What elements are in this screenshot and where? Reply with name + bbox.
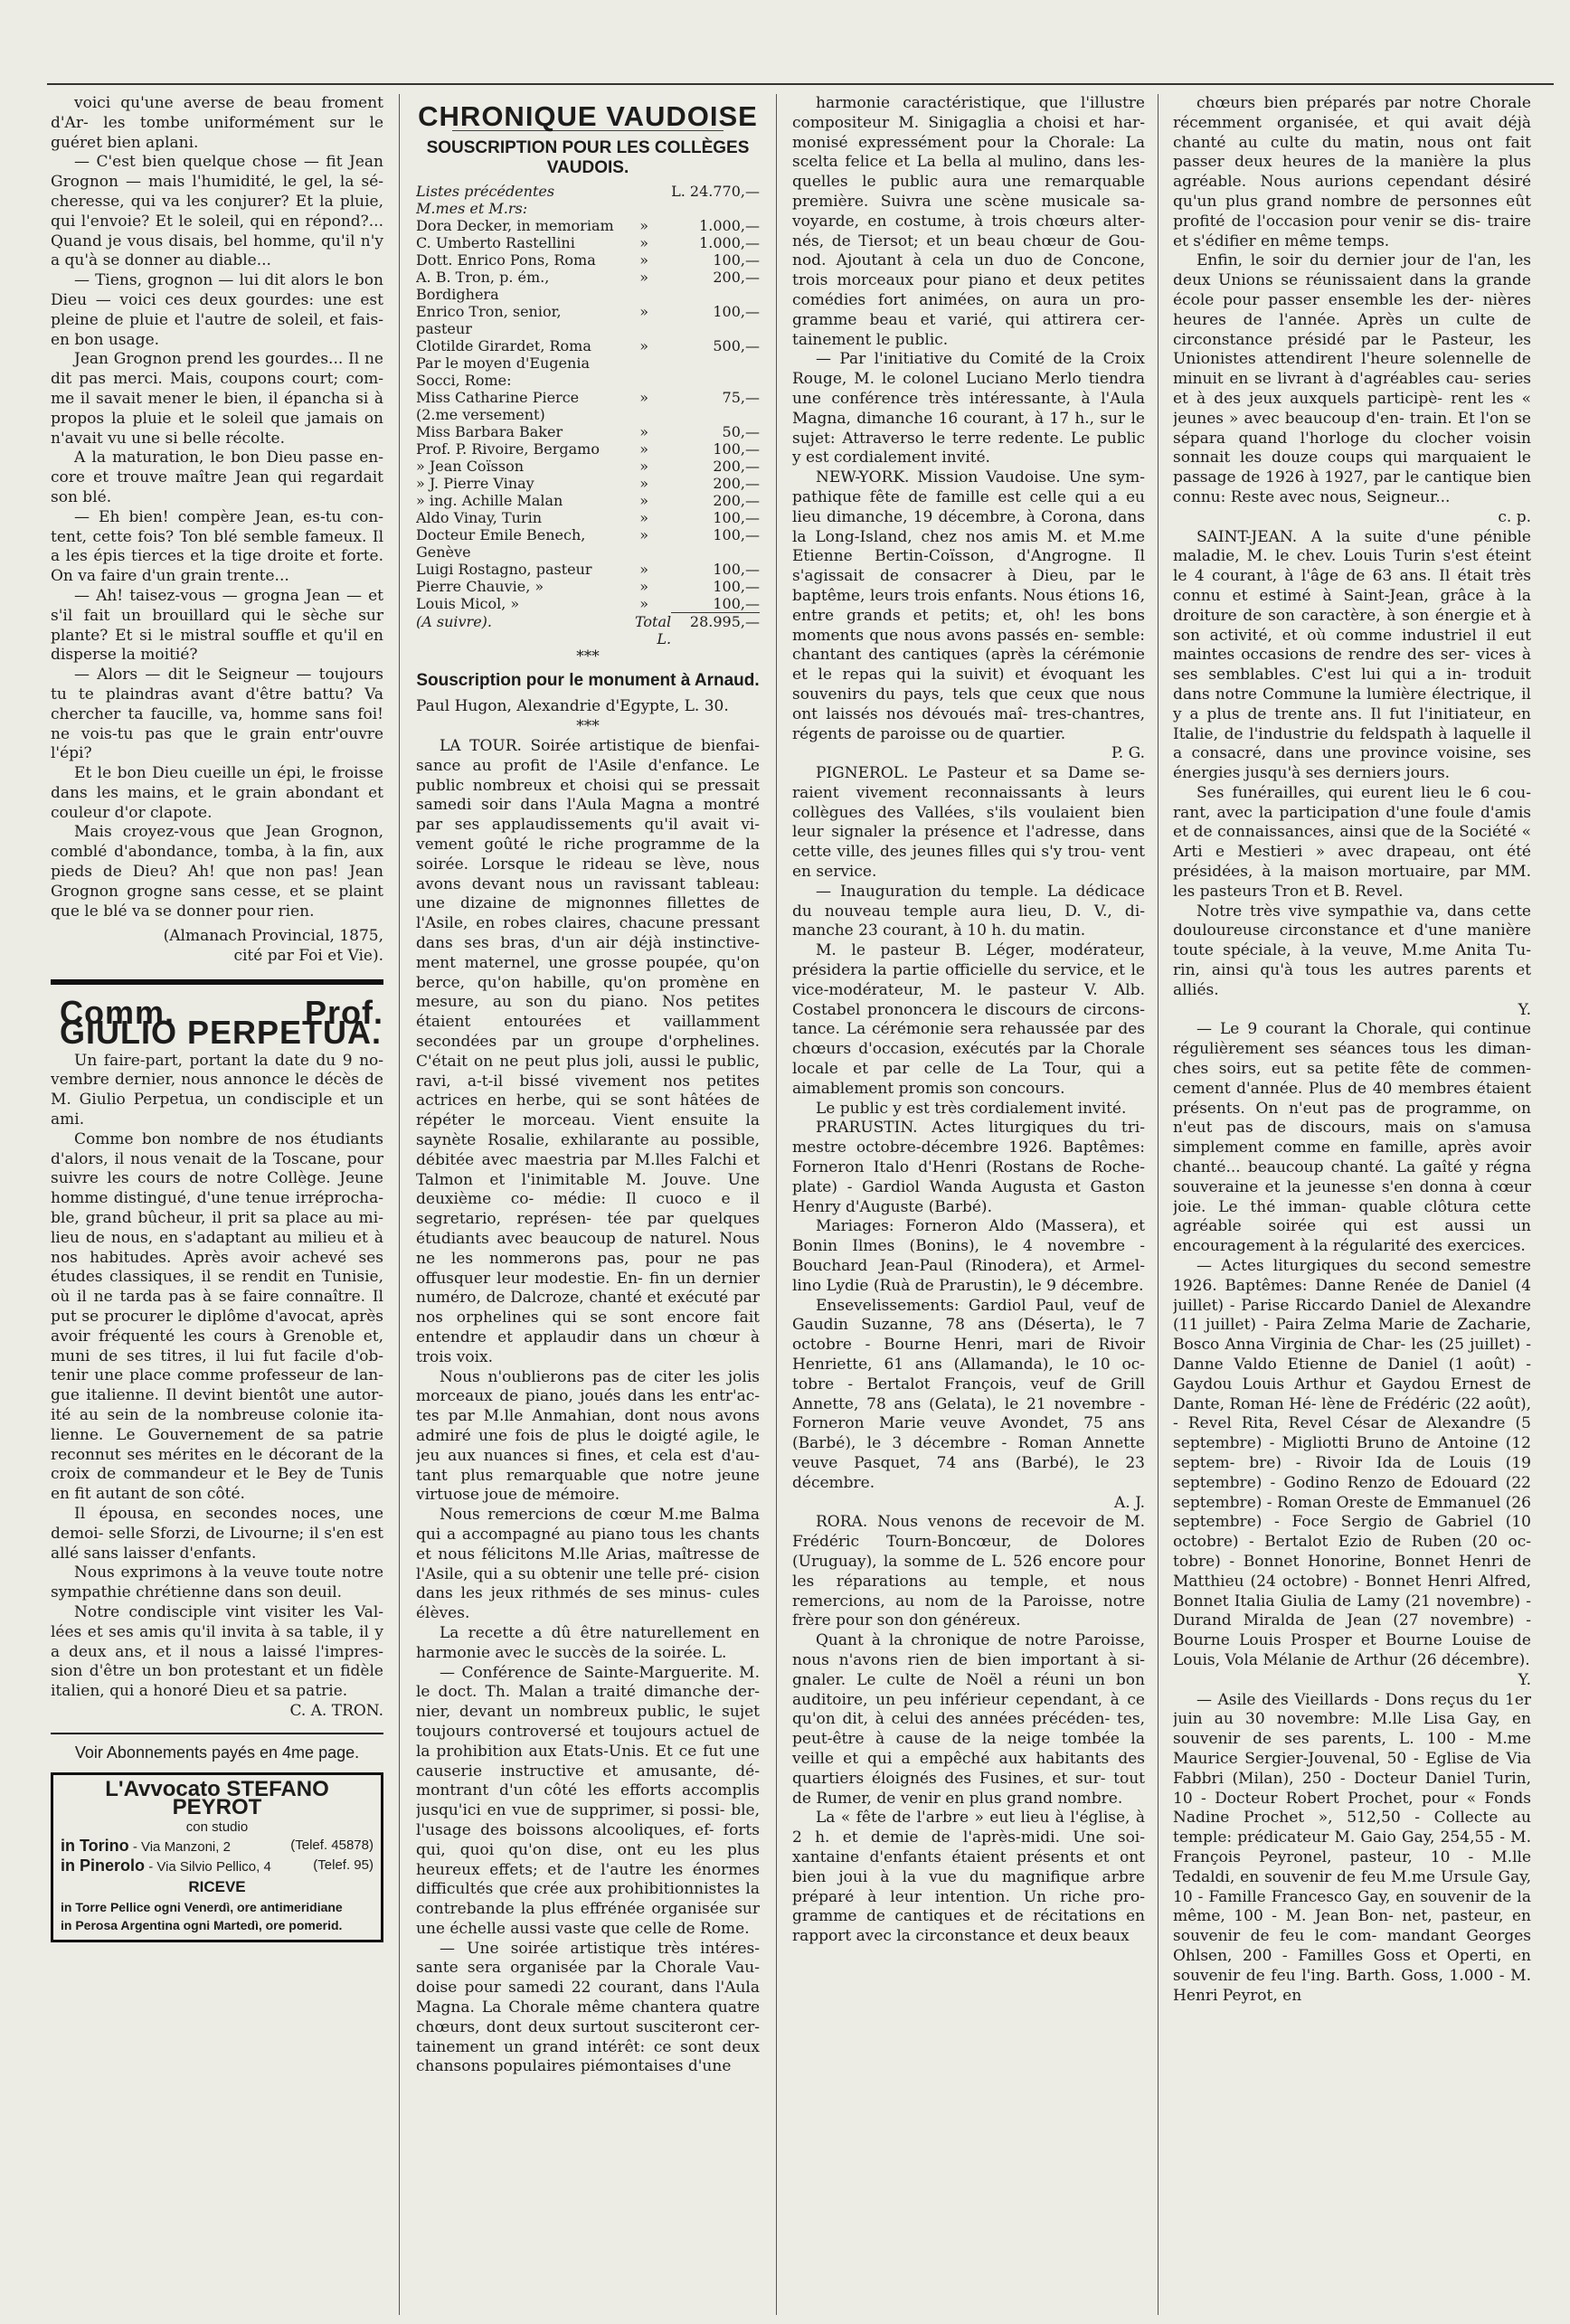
signature: P. G.: [1111, 744, 1145, 763]
paragraph: Ensevelissements: Gardiol Paul, veuf de Gaudin Suzanne, 78 ans (Déserta), le 7 octobre - Bourne Henri, mari de Rivoir Henriette, 61 ans (Allamanda), le 10 oc- tobre - Bertalot François, veuf de Grill Annette, 78 ans (Gelata), le 21 novembre - Forneron Marie veuve Avondet, 75 ans (Barbé), le 3 décembre - Roman Annette veuve Pasquet, 74 ans (Barbé), le 23 décembre.: [792, 1296, 1145, 1492]
donor-name: Par le moyen d'Eugenia Socci, Rome:: [416, 354, 590, 390]
ditto-mark: »: [639, 595, 649, 613]
total-label: Total L.: [634, 612, 672, 647]
ditto-mark: »: [639, 526, 649, 544]
paragraph: A la maturation, le bon Dieu passe en- core et trouve maître Jean qui regardait son blé.: [51, 449, 383, 506]
ditto-mark: »: [639, 303, 649, 321]
ad-phone: (Telef. 45878): [290, 1837, 374, 1853]
paragraph: RORA. Nous venons de recevoir de M. Frédéric Tourn-Boncœur, de Dolores (Uruguay), la somme de L. 526 encore pour les réparations au temple, et nous remercions, au nom de la Paroisse, notre frère pour son don généreux.: [792, 1513, 1145, 1630]
paragraph: Nous exprimons à la veuve toute notre sympathie chrétienne dans son deuil.: [51, 1564, 383, 1602]
paragraph: — Inauguration du temple. La dédicace du nouveau temple aura lieu, D. V., di- manche 23 courant, à 10 h. du matin.: [792, 882, 1145, 940]
paragraph: Comme bon nombre de nos étudiants d'alors, il nous venait de la Toscane, pour suivre les cours de notre Collège. Jeune homme distingué, d'une tenue irréprocha- ble, grand bûcheur, il prit sa place au mi- lieu de nous, en s'adaptant au milieu et à nos habitudes. Après avoir achevé ses études classiques, il se rendit en Tunisie, où il ne tarda pas à se faire connaître. Il put se procurer le diplôme d'avocat, après avoir fréquenté les cours à Grenoble et, muni de ses titres, il lui fut facile d'ob- tenir une place comme professeur de lan- gue italienne. Il devint bientôt une autor- ité au sein de la nombreuse colonie ita- lienne. Le Gouvernement de sa patrie reconnut ses mérites en le décorant de la croix de commandeur et le Bey de Tunis en fit autant de son côté.: [51, 1129, 383, 1504]
chronicle-body: [416, 737, 760, 2077]
ditto-mark: »: [639, 475, 649, 493]
chronicle-body: [1173, 528, 1531, 1001]
ad-hours: in Torre Pellice ogni Venerdì, ore antimeridiane: [61, 1899, 343, 1914]
ditto-mark: »: [639, 561, 649, 579]
ad-hours: in Perosa Argentina ogni Martedì, ore pomerid.: [61, 1917, 343, 1932]
ad-riceve: RICEVE: [188, 1877, 246, 1895]
donor-name: Dott. Enrico Pons, Roma: [416, 251, 596, 269]
donor-amount: 100,—: [713, 595, 760, 613]
donor-amount: 200,—: [713, 269, 760, 287]
signature: Y.: [1518, 1000, 1531, 1019]
donor-name: Miss Catharine Pierce (2.me versement): [416, 389, 580, 424]
ditto-mark: »: [639, 440, 649, 458]
donor-name: C. Umberto Rastellini: [416, 234, 575, 252]
ditto-mark: »: [639, 509, 649, 527]
paragraph: NEW-YORK. Mission Vaudoise. Une sym- pathique fête de famille est celle qui a eu lieu dimanche, 19 décembre, à Corona, dans la Long-Island, chez nos amis M. et M.me Etienne Bertin-Coïsson, d'Angrogne. Il s'agissait de consacrer à Dieu, par le baptême, leurs trois enfants. Nous étions 16, entre grands et petits; et, oh! les bons moments que nous avons passés en- semble: chantant des cantiques (après la cérémonie et le repas qui la suivit) et évoquant les souvenirs du pays, tels que ceux que nous ont laissés nos dévoués maî- tres-chantres, régents de paroisse ou de quartier.: [792, 468, 1145, 743]
list-header-label: Listes précédentes: [416, 183, 555, 201]
chronicle-body: [792, 1513, 1145, 1947]
paragraph: PRARUSTIN. Actes liturgiques du tri- mestre octobre-décembre 1926. Baptêmes: Forneron Italo d'Henri (Rostans de Roche- plate) - Gardiol Wanda Augusta et Gaston Henry d'Auguste (Barbé).: [792, 1119, 1145, 1216]
donor-row: [416, 526, 760, 561]
chronicle-body: [792, 764, 1145, 1493]
paragraph: La recette a dû être naturellement en harmonie avec le succès de la soirée. L.: [416, 1623, 760, 1662]
paragraph: — Tiens, grognon — lui dit alors le bon Dieu — voici ces deux gourdes: une est pleine de pluie et l'autre de soleil, et fais- en bon usage.: [51, 271, 383, 349]
ditto-mark: »: [639, 234, 649, 252]
column-rule: [776, 94, 777, 2315]
donor-name: Miss Barbara Baker: [416, 423, 563, 441]
lawyer-advertisement: [51, 1772, 383, 1942]
donor-name: A. B. Tron, p. ém., Bordighera: [416, 269, 550, 304]
paragraph: — C'est bien quelque chose — fit Jean Grognon — mais l'humidité, le gel, la sé- cheresse, qui va les conjurer? Et la pluie, qui l'envoie? Et le soleil, qui en répond?... Quand je vous disais, bel homme, qu'il n'y a qu'à se donner au diable...: [51, 153, 383, 270]
donor-row: [416, 492, 760, 509]
ditto-mark: »: [639, 423, 649, 441]
column-rule: [1158, 94, 1159, 2315]
arnaud-line: Paul Hugon, Alexandrie d'Egypte, L. 30.: [416, 697, 729, 716]
paragraph: — Conférence de Sainte-Marguerite. M. le doct. Th. Malan a traité dimanche der- nier, devant un nombreux public, le sujet toujours controversé et toujours actuel de la prohibition aux Etats-Unis. Et ce fut une causerie instructive et amusante, dé- montrant d'un côté les efforts accomplis jusqu'ici en vue de supprimer, si possi- ble, l'usage des boissons alcooliques, ef- forts qui, quoi qu'on dise, ont eu les plus heureux effets; et de l'autre les énormes difficultés que crée aux prohibitionnistes la contrebande la plus effrénée organisée sur une échelle aussi vaste que celle de Rome.: [416, 1663, 760, 1938]
paragraph: — Actes liturgiques du second semestre 1926. Baptêmes: Danne Renée de Daniel (4 juillet) - Parise Riccardo Daniel de Alexandre (11 juillet) - Paira Zelma Marie de Zacharie, Bosco Anna Virginia de Char- les (25 juillet) - Danne Valdo Etienne de Daniel (1 août) - Gaydou Louis Arthur et Gaydou Ernest de Dante, Roman Hé- lène de Frédéric (22 août), - Revel Rita, Revel César de Alexandre (5 septembre) - Migliotti Bruno de Antoine (12 septem- bre) - Rivoir Ida de Louis (19 septembre) - Godino Renzo de Edouard (22 septembre) - Roman Oreste de Emmanuel (26 septembre) - Foce Sergio de Gabriel (10 octobre) - Bertalot Ezio de Ruben (20 oc- tobre) - Bonnet Honorine, Bonnet Henri de Matthieu (24 octobre) - Bonnet Henri Alfred, Bonnet Italia Giulia de Lamy (21 novembre) - Durand Miralda de Jean (27 novembre) - Bourne Louis Prosper et Bourne Louise de Louis, Vola Mélanie de Arthur (26 décembre).: [1173, 1257, 1531, 1669]
ditto-mark: »: [639, 251, 649, 269]
paragraph: Mariages: Forneron Aldo (Massera), et Bonin Ilmes (Bonins), le 4 novembre - Bouchard Jean-Paul (Rinodera), et Armel- lino Lydie (Ruà de Prarustin), le 9 décembre.: [792, 1217, 1145, 1295]
donor-name: » ing. Achille Malan: [416, 492, 563, 510]
donor-row: [416, 578, 760, 595]
paragraph: harmonie caractéristique, que l'illustre compositeur M. Sinigaglia a choisi et har- monisé expressément pour la Chorale: La scelta felice et La bella al mulino, dans les- quelles le public aura une remarquable première. Suivra une scène musicale sa- voyarde, en costume, à trois chœurs alter- nés, de Tiersot; et un beau chœur de Gou- nod. Ajoutant à cela un duo de Concone, trois morceaux pour piano et deux petites comédies fort animées, on aura un pro- gramme beau et varié, qui attirera cer- tainement le public.: [792, 94, 1145, 349]
donor-name: » Jean Coïsson: [416, 458, 525, 476]
donor-row: [416, 354, 760, 389]
donor-amount: 100,—: [713, 251, 760, 269]
list-salutation-row: [416, 200, 760, 217]
stars-separator: ***: [576, 717, 600, 736]
donor-row: [416, 251, 760, 269]
chronicle-body: [1173, 1691, 1531, 2007]
paragraph: — Asile des Vieillards - Dons reçus du 1er juin au 30 novembre: M.lle Lisa Gay, en souvenir de ses parents, L. 100 - M.me Maurice Sergier-Jouvenal, 50 - Eglise de Via Fabbri (Milan), 250 - Docteur Daniel Turin, 10 - Docteur Robert Prochet, pour « Fonds Nadine Prochet », 512,50 - Collecte au temple: prédicateur M. Gaio Gay, 254,55 - M. François Peyronel, pasteur, 10 - M.lle Tedaldi, en souvenir de feu M.me Ursule Gay, 10 - Famille Francesco Gay, en souvenir de la même, 100 - M. Jean Bon- net, pasteur, en souvenir de feu le com- mandant Georges Ohlsen, 200 - Familles Goss et Operti, en souvenir de feu l'ing. Barth. Goss, 1.000 - M. Henri Peyrot, en: [1173, 1690, 1531, 2005]
paragraph: Notre condisciple vint visiter les Val- lées et ses amis qu'il invita à sa table, il y a deux ans, et il nous a laissé l'impres- sion d'être un bon protestant et un fidèle italien, qui a honoré Dieu et sa patrie.: [51, 1602, 383, 1701]
ditto-mark: [617, 354, 671, 389]
donor-name: Pierre Chauvie, »: [416, 578, 544, 596]
ditto-mark: »: [639, 337, 649, 355]
subscription-heading: SOUSCRIPTION POUR LES COLLÈGES VAUDOIS.: [426, 137, 750, 177]
donor-amount: 100,—: [713, 509, 760, 527]
donor-row: [416, 337, 760, 354]
ditto-mark: »: [639, 269, 649, 287]
paragraph: — Une soirée artistique très intéres- sante sera organisée par la Chorale Vau- doise pour samedi 22 courant, dans l'Aula Magna. La Chorale même chantera quatre chœurs, dont deux surtout susciteront cer- tainement un grand intérêt: ce sont deux chansons populaires piémontaises d'une: [416, 1939, 760, 2076]
donor-row: [416, 389, 760, 423]
paragraph: La « fête de l'arbre » eut lieu à l'église, à 2 h. et demie de l'après-midi. Une soi- xantaine d'enfants étaient présents et ont bien joui à la vue du magnifique arbre préparé à leur intention. Un riche pro- gramme de cantiques et de récitations en rapport avec la circonstance et deux beaux: [792, 1809, 1145, 1946]
source-line: (Almanach Provincial, 1875,: [163, 927, 383, 946]
ditto-mark: »: [639, 389, 649, 407]
column-2: [416, 94, 760, 2315]
paragraph: Nous remercions de cœur M.me Balma qui a accompagné au piano tous les chants et nous félicitons M.lle Arias, maîtresse de l'Asile, qui a su obtenir une telle pré- cision dans les jeux rithmés de ses minus- cules élèves.: [416, 1506, 760, 1623]
ad-studio: con studio: [185, 1819, 249, 1835]
chronicle-body: [1173, 1020, 1531, 1670]
paragraph: Nous n'oublierons pas de citer les jolis morceaux de piano, joués dans les entr'ac- tes par M.lle Anmahian, dont nous avons admiré une fois de plus le doigté agile, le jeu aux nuances si fines, et cela est d'au- tant plus remarquable que notre jeune virtuose joue de mémoire.: [416, 1367, 760, 1505]
ditto-mark: »: [639, 458, 649, 476]
paragraph: Jean Grognon prend les gourdes... Il ne dit pas merci. Mais, coupons court; com- me il savait mener le bien, il épancha si à propos la pluie et le soleil que jamais on n'avait vu une si belle récolte.: [51, 350, 383, 448]
ditto-mark: »: [639, 492, 649, 510]
ad-office-torino: [61, 1837, 374, 1856]
donor-amount: 100,—: [713, 578, 760, 596]
chronicle-body: [1173, 94, 1531, 508]
donor-name: Prof. P. Rivoire, Bergamo: [416, 440, 600, 458]
donor-amount: 50,—: [722, 423, 760, 441]
donor-amount: [671, 354, 760, 389]
total-row: [416, 613, 760, 647]
source-line: cité par Foi et Vie).: [233, 947, 383, 966]
donor-amount: 1.000,—: [699, 217, 760, 235]
ad-title: L'Avvocato STEFANO PEYROT: [105, 1776, 329, 1819]
donor-row: [416, 234, 760, 251]
paragraph: Mais croyez-vous que Jean Grognon, comblé d'abondance, tomba, à la fin, aux pieds de Dieu? Ah! que non pas! Jean Grognon grogne sans cesse, et se plaint que le blé va se donner pour rien.: [51, 823, 383, 921]
donor-amount: 200,—: [713, 492, 760, 510]
donor-row: [416, 217, 760, 234]
paragraph: Le public y est très cordialement invité.: [816, 1099, 1127, 1118]
donor-name: » J. Pierre Vinay: [416, 475, 534, 493]
donor-amount: 100,—: [713, 526, 760, 544]
ditto-mark: »: [639, 217, 649, 235]
signature: C. A. TRON.: [289, 1701, 383, 1720]
donor-row: [416, 595, 760, 613]
section-rule: [51, 979, 383, 985]
donor-amount: 75,—: [722, 389, 760, 407]
suivre-label: (A suivre).: [416, 612, 492, 630]
donor-row: [416, 423, 760, 440]
ditto-mark: »: [639, 578, 649, 596]
arnaud-heading: Souscription pour le monument à Arnaud.: [416, 670, 760, 690]
donor-row: [416, 303, 760, 337]
donor-amount: 500,—: [713, 337, 760, 355]
column-3: [792, 94, 1145, 2315]
donor-row: [416, 269, 760, 303]
donor-list: [416, 183, 760, 647]
donor-amount: 100,—: [713, 561, 760, 579]
top-rule: [47, 83, 1554, 85]
list-header-amount: L. 24.770,—: [671, 183, 760, 201]
paragraph: Il épousa, en secondes noces, une demoi- selle Sforzi, de Livourne; il s'en est allé sans laisser d'enfants.: [51, 1504, 383, 1563]
paragraph: Notre très vive sympathie va, dans cette douloureuse circonstance et d'une manière toute spéciale, à la veuve, M.me Anita Tu- rin, ainsi qu'à tous les autres parents et alliés.: [1173, 902, 1531, 999]
donor-amount: 100,—: [713, 303, 760, 321]
donor-row: [416, 458, 760, 475]
donor-amount: 1.000,—: [699, 234, 760, 252]
donor-name: Enrico Tron, senior, pasteur: [416, 303, 562, 338]
paragraph: — Par l'initiative du Comité de la Croix Rouge, M. le colonel Luciano Merlo tiendra une conférence très intéressante, à l'Aula Magna, dimanche 16 courant, à 17 h., sur le sujet: Attraverso le terre redente. Le public y est cordialement invité.: [792, 350, 1145, 468]
ad-office-pinerolo: [61, 1856, 374, 1876]
paragraph: Un faire-part, portant la date du 9 no- vembre dernier, nous annonce le décès de M. Giulio Perpetua, un condisciple et un ami.: [51, 1051, 383, 1129]
donor-row: [416, 440, 760, 458]
donor-row: [416, 561, 760, 578]
signature: c. p.: [1498, 507, 1531, 526]
paragraph: — Eh bien! compère Jean, es-tu con- tent, cette fois? Ton blé semble fameux. Il a les épis tierces et la tige droite et forte. On va faire d'un grain trente...: [51, 507, 383, 586]
paragraph: Enfin, le soir du dernier jour de l'an, les deux Unions se réunissaient dans la grande école pour passer ensemble les der- nières heures de l'année. Après un culte de circonstance présidé par le Pasteur, les Unionistes attendirent l'heure solennelle de minuit en se livrant à d'agréables cau- series et à des jeux auxquels participè- rent les « jeunes » avec beaucoup d'en- train. Et l'on se sépara quand l'horloge du clocher voisin sonnait les douze coups qui marquaient le passage de 1926 à 1927, par le cantique bien connu: Reste avec nous, Seigneur...: [1173, 251, 1531, 506]
section-title: CHRONIQUE VAUDOISE: [418, 100, 758, 132]
story-grognon: [51, 94, 383, 921]
donor-name: Luigi Rostagno, pasteur: [416, 561, 592, 579]
donor-name: Aldo Vinay, Turin: [416, 509, 542, 527]
paragraph: voici qu'une averse de beau froment d'Ar- les tombe uniformément sur le guéret bien aplani.: [51, 94, 383, 152]
paragraph: — Alors — dit le Seigneur — toujours tu te plaindras avant d'être battu? Va chercher ta faucille, va, homme sans foi! ne vois-tu pas que le grain entr'ouvre l'épi?: [51, 666, 383, 763]
signature: A. J.: [1114, 1493, 1145, 1512]
list-header-row: [416, 183, 760, 200]
obituary-body: [51, 1052, 383, 1702]
paragraph: PIGNEROL. Le Pasteur et sa Dame se- raient vivement reconnaissants à leurs collègues des Vallées, s'ils voulaient bien leur signaler la présence et l'adresse, dans cette ville, des jeunes filles qui s'y trou- vent en service.: [792, 764, 1145, 882]
donor-amount: 200,—: [713, 458, 760, 476]
paragraph: Quant à la chronique de notre Paroisse, nous n'avons rien de bien important à si- gnaler. Le culte de Noël a réuni un bon auditoire, un peu inférieur cependant, à ce qu'on dit, à celui des années précéden- tes, peut-être à cause de la neige tombée la veille et qui a empêché aux habitants des quartiers éloignés des Fusines, et sur- tout de Rumer, de venir en plus grand nombre.: [792, 1631, 1145, 1808]
chronicle-body: [792, 94, 1145, 744]
donor-name: Docteur Emile Benech, Genève: [416, 526, 586, 562]
donor-amount: 200,—: [713, 475, 760, 493]
donor-amount: 100,—: [713, 440, 760, 458]
paragraph: SAINT-JEAN. A la suite d'une pénible maladie, M. le chev. Louis Turin s'est éteint le 4 courant, à l'âge de 63 ans. Il était très connu et estimé à Saint-Jean, grâce à la droiture de son caractère, à son énergie et à son activité, et où comme industriel il eut maintes occasions de rendre des ser- vices à ses semblables. C'est lui qui a in- troduit dans notre Commune la lumière électrique, il y a plus de trente ans. Il fut l'initiateur, en Italie, de l'industrie du feldspath à laquelle il a consacré, dans une province voisine, ses énergies jusqu'à ses derniers jours.: [1173, 527, 1531, 783]
paragraph: Et le bon Dieu cueille un épi, le froisse dans les mains, et le grain abondant et couleur d'or clapote.: [51, 764, 383, 822]
ad-city: in Torino: [61, 1836, 129, 1855]
stars-separator: ***: [576, 647, 600, 666]
subscriptions-notice: Voir Abonnements payés en 4me page.: [51, 1733, 383, 1763]
column-4: [1173, 94, 1531, 2315]
donor-name: Dora Decker, in memoriam: [416, 217, 614, 235]
ad-city: in Pinerolo: [61, 1856, 146, 1875]
paragraph: — Le 9 courant la Chorale, qui continue régulièrement ses séances tous les diman- ches soirs, eut sa petite fête de commen- cement d'année. Plus de 40 membres étaient présents. On n'eut pas de programme, on n'eut pas de discours, mais on s'amusa simplement comme en famille, après avoir chanté... beaucoup chanté. La gaîté y régna souveraine et la jeunesse s'en donna à cœur joie. Le thé imman- quable clôtura cette agréable soirée qui est aussi un encouragement à la régularité des exercices.: [1173, 1020, 1531, 1256]
paragraph: M. le pasteur B. Léger, modérateur, présidera la partie officielle du service, et le vice-modérateur, M. le pasteur V. Alb. Costabel prononcera le discours de circons- tance. La cérémonie sera rehaussée par des chœurs d'occasion, exécutés par la Chorale locale et par celle de La Tour, qui a aimablement promis son concours.: [792, 941, 1145, 1098]
paragraph: Ses funérailles, qui eurent lieu le 6 cou- rant, avec la participation d'une foule d'amis et de connaissances, ainsi que de la Société « Arti e Mestieri » avec drapeau, ont été présidées, à la maison mortuaire, par MM. les pasteurs Tron et B. Revel.: [1173, 783, 1531, 901]
donor-row: [416, 509, 760, 526]
paragraph: LA TOUR. Soirée artistique de bienfai- sance au profit de l'Asile d'enfance. Le public nombreux et choisi qui se pressait samedi soir dans l'Aula Magna a montré par ses applaudissements qu'il avait vi- vement goûté le riche programme de la soirée. Lorsque le rideau se lève, nous avons devant nous un ravissant tableau: une dizaine de mignonnes fillettes de l'Asile, en robes claires, chacune pressant dans ses bras, d'un air déjà instinctive- ment maternel, une grosse poupée, qu'on berce, qu'on habille, qu'on promène en mesure, au son du piano. Nos petites étaient entourées et vaillamment secondées par un groupe d'orphelines. C'était on ne peut plus joli, aussi le public, ravi, a-t-il bissé vivement nos petites actrices en herbe, qui se sont hâtées de répéter le morceau. Vient ensuite la saynète Rosalie, exhilarante au possible, débitée avec maestria par M.lles Falchi et Talmon et l'inimitable M. Jouve. Une deuxième co- médie: Il cuoco e il segretario, représen- tée par quelques étudiants avec beaucoup de naturel. Nous ne les nommerons pas, pour ne pas offusquer leur modestie. En- fin un dernier numéro, de Dalcroze, chanté et exécuté par nos orphelines qui se sont encore fait entendre et applaudir dans un chœur à trois voix.: [416, 737, 760, 1366]
paragraph: chœurs bien préparés par notre Chorale récemment organisée, et qui avait déjà chanté au culte du matin, nous ont fait passer deux heures de la manière la plus agréable. Nous aurions cependant désiré qu'un plus grand nombre de personnes eût profité de l'occasion pour venir se dis- traire et s'édifier en même temps.: [1173, 94, 1531, 250]
donor-row: [416, 475, 760, 492]
column-1: [51, 94, 383, 2315]
column-rule: [399, 94, 400, 2315]
total-amount: 28.995,—: [671, 613, 760, 647]
donor-name: Clotilde Girardet, Roma: [416, 337, 591, 355]
ad-address: - Via Manzoni, 2: [132, 1838, 231, 1855]
obituary-heading: Comm. Prof. GIULIO PERPETUA.: [60, 994, 383, 1051]
ad-phone: (Telef. 95): [313, 1856, 374, 1873]
ad-address: - Via Silvio Pellico, 4: [148, 1858, 271, 1875]
signature: Y.: [1518, 1670, 1531, 1689]
donor-name: Louis Micol, »: [416, 595, 520, 613]
paragraph: — Ah! taisez-vous — grogna Jean — et s'il fait un brouillard qui le sèche sur plante? Et si le mistral souffle et qu'il en disperse la moitié?: [51, 586, 383, 665]
list-salutation: M.mes et M.rs:: [416, 200, 528, 218]
